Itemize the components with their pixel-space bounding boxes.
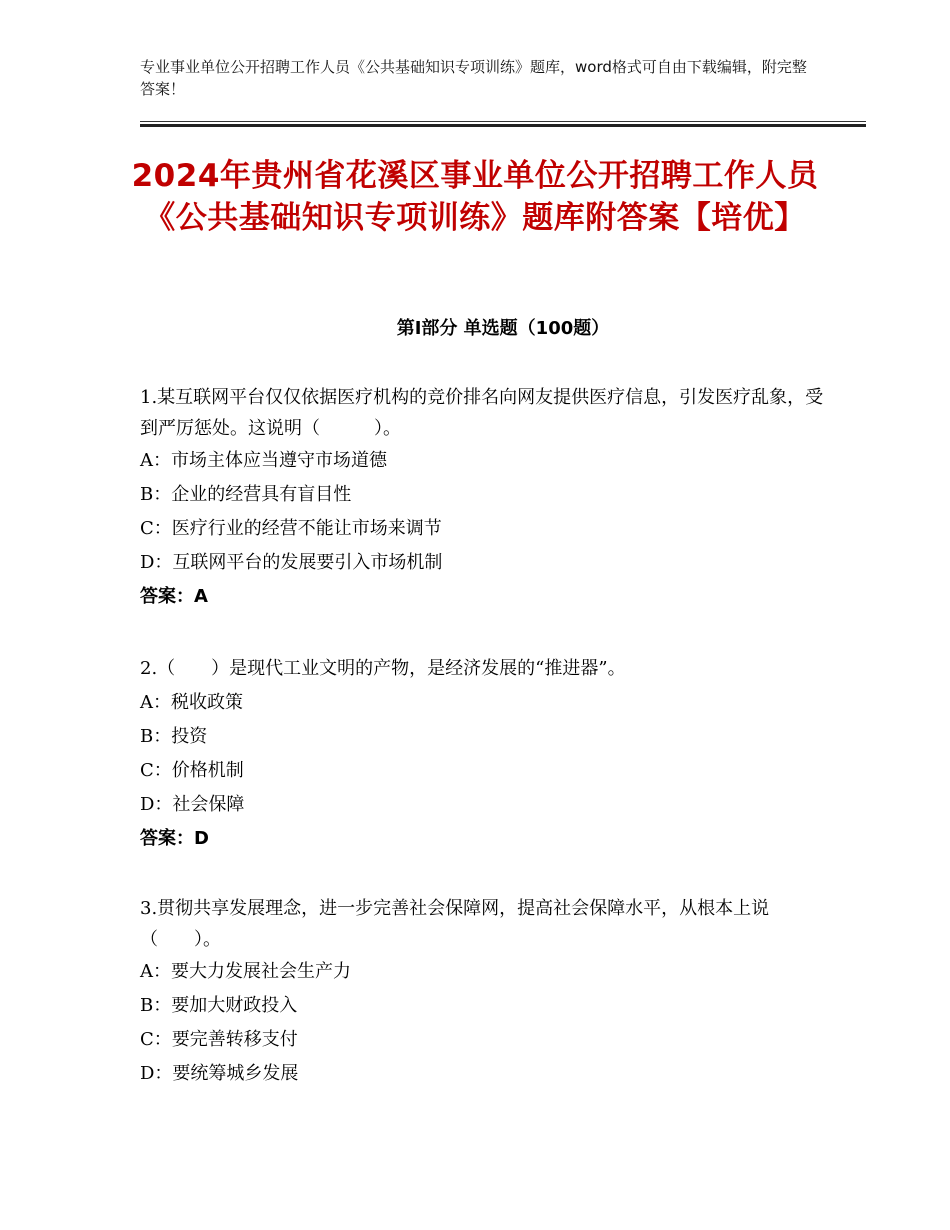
answer: 答案：D: [140, 828, 209, 849]
question-3: [140, 893, 830, 1091]
question-stem: 1.某互联网平台仅仅依据医疗机构的竞价排名向网友提供医疗信息，引发医疗乱象，受到严厉惩处。这说明（ ）。: [140, 387, 824, 439]
answer: 答案：A: [140, 586, 208, 607]
option-b: B：投资: [140, 726, 208, 747]
header-note: 专业事业单位公开招聘工作人员《公共基础知识专项训练》题库，word格式可自由下载编辑，附完整答案！: [140, 58, 807, 98]
option-b: B：企业的经营具有盲目性: [140, 484, 352, 505]
question-stem: 3.贯彻共享发展理念，进一步完善社会保障网，提高社会保障水平，从根本上说（ ）。: [140, 898, 770, 950]
option-d: D：互联网平台的发展要引入市场机制: [140, 552, 443, 573]
option-a: A：市场主体应当遵守市场道德: [140, 450, 387, 471]
option-c: C：价格机制: [140, 760, 244, 781]
option-d: D：要统筹城乡发展: [140, 1063, 299, 1084]
option-b: B：要加大财政投入: [140, 995, 298, 1016]
question-2: [140, 652, 830, 856]
option-c: C：医疗行业的经营不能让市场来调节: [140, 518, 442, 539]
document-title: 2024年贵州省花溪区事业单位公开招聘工作人员《公共基础知识专项训练》题库附答案【培优】: [131, 158, 819, 236]
option-d: D：社会保障: [140, 794, 245, 815]
question-1: [140, 382, 830, 614]
header-rule-thick: [140, 124, 866, 127]
option-a: A：要大力发展社会生产力: [140, 961, 351, 982]
header-rule-thin: [140, 121, 866, 122]
option-a: A：税收政策: [140, 692, 243, 713]
option-c: C：要完善转移支付: [140, 1029, 298, 1050]
question-stem: 2.（ ）是现代工业文明的产物，是经济发展的“推进器”。: [140, 658, 626, 679]
section-heading: 第Ⅰ部分 单选题（100题）: [396, 318, 610, 339]
